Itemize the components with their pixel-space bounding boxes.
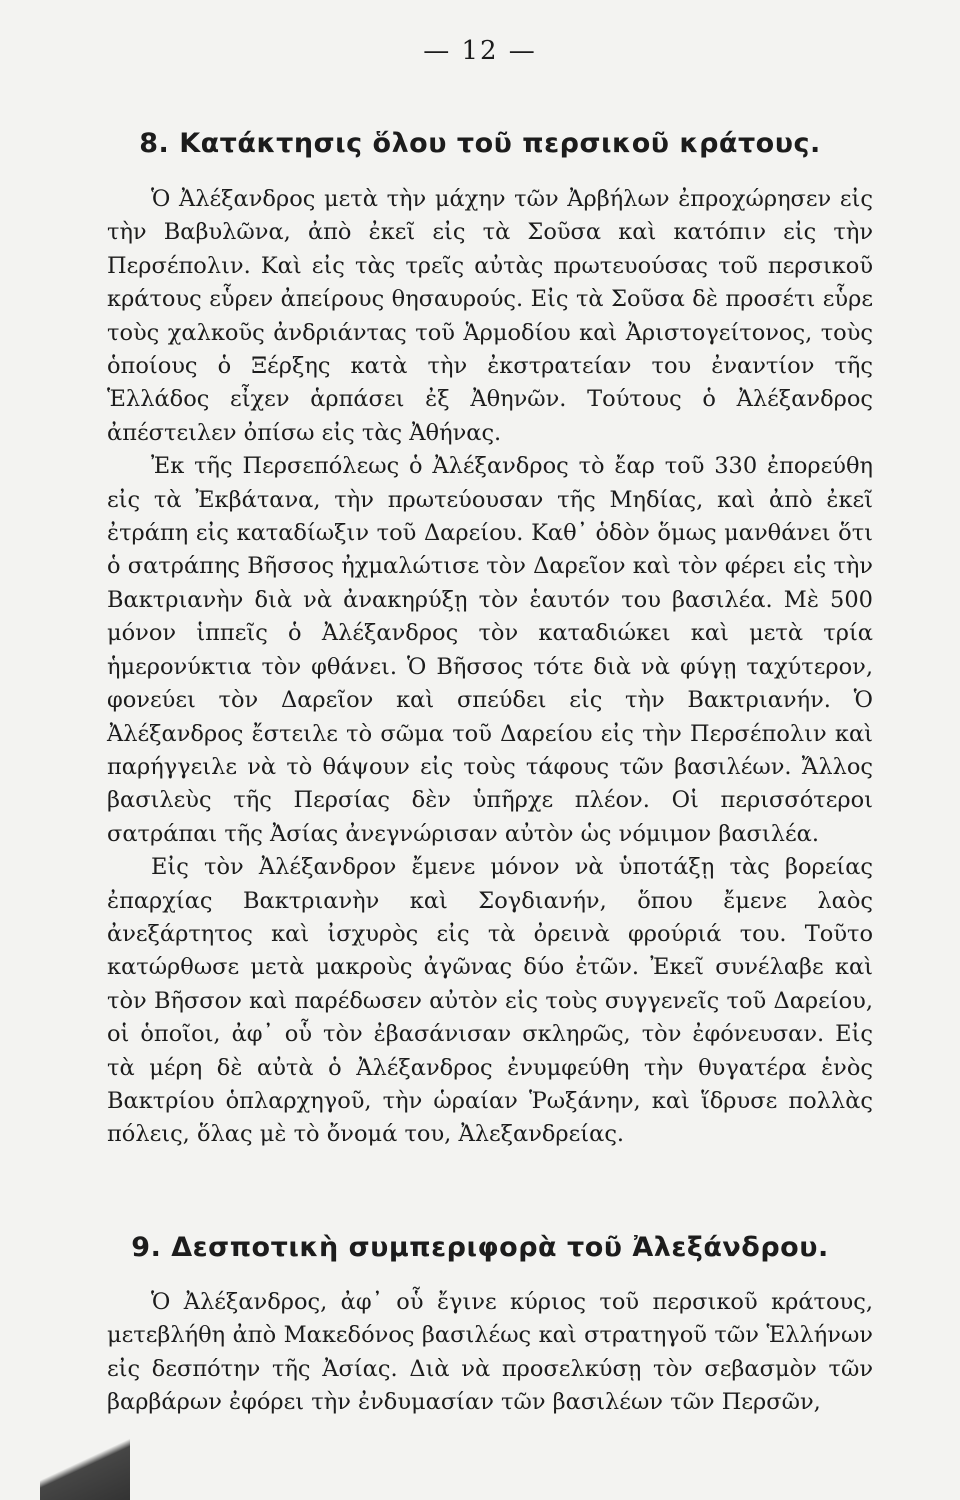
section-8-paragraph-1: Ὁ Ἀλέξανδρος μετὰ τὴν μάχην τῶν Ἀρβήλων ἐπροχώρησεν εἰς τὴν Βαβυλῶνα, ἀπὸ ἐκεῖ εἰς τὰ Σοῦσα καὶ κατόπιν εἰς τὴν Περσέπολιν. Καὶ εἰς τὰς τρεῖς αὐτὰς πρωτευούσας τοῦ περσικοῦ κράτους εὗρεν ἀπείρους θησαυρούς. Εἰς τὰ Σοῦσα δὲ προσέτι εὗρε τοὺς χαλκοῦς ἀνδριάντας τοῦ Ἁρμοδίου καὶ Ἀριστογείτονος, τοὺς ὁποίους ὁ Ξέρξης κατὰ τὴν ἐκστρατείαν του ἐναντίον τῆς Ἑλλάδος εἶχεν ἁρπάσει ἐξ Ἀθηνῶν. Τούτους ὁ Ἀλέξανδρος ἀπέστειλεν ὀπίσω εἰς τὰς Ἀθήνας.	[107, 186, 873, 446]
scan-shadow	[40, 1430, 130, 1500]
section-8-body	[107, 183, 873, 1152]
section-9-body	[107, 1286, 873, 1420]
section-8-heading: 8. Κατάκτησις ὅλου τοῦ περσικοῦ κράτους.	[139, 128, 821, 159]
section-8-paragraph-2: Ἐκ τῆς Περσεπόλεως ὁ Ἀλέξανδρος τὸ ἔαρ τοῦ 330 ἐπορεύθη εἰς τὰ Ἐκβάτανα, τὴν πρωτεύουσαν τῆς Μηδίας, καὶ ἀπὸ ἐκεῖ ἐτράπη εἰς καταδίωξιν τοῦ Δαρείου. Καθ᾽ ὁδὸν ὅμως μανθάνει ὅτι ὁ σατράπης Βῆσσος ἠχμαλώτισε τὸν Δαρεῖον καὶ τὸν φέρει εἰς τὴν Βακτριανὴν διὰ νὰ ἀνακηρύξῃ τὸν ἑαυτόν του βασιλέα. Μὲ 500 μόνον ἱππεῖς ὁ Ἀλέξανδρος τὸν καταδιώκει καὶ μετὰ τρία ἡμερονύκτια τὸν φθάνει. Ὁ Βῆσσος τότε διὰ νὰ φύγῃ ταχύτερον, φονεύει τὸν Δαρεῖον καὶ σπεύδει εἰς τὴν Βακτριανήν. Ὁ Ἀλέξανδρος ἔστειλε τὸ σῶμα τοῦ Δαρείου εἰς τὴν Περσέπολιν καὶ παρήγγειλε νὰ τὸ θάψουν εἰς τοὺς τάφους τῶν βασιλέων. Ἄλλος βασιλεὺς τῆς Περσίας δὲν ὑπῆρχε πλέον. Οἱ περισσότεροι σατράπαι τῆς Ἀσίας ἀνεγνώρισαν αὐτὸν ὡς νόμιμον βασιλέα.	[107, 453, 873, 847]
section-9-heading: 9. Δεσποτικὴ συμπεριφορὰ τοῦ Ἀλεξάνδρου.	[131, 1232, 829, 1263]
section-8-paragraph-3: Εἰς τὸν Ἀλέξανδρον ἔμενε μόνον νὰ ὑποτάξῃ τὰς βορείας ἐπαρχίας Βακτριανὴν καὶ Σογδιανήν, ὅπου ἔμενε λαὸς ἀνεξάρτητος καὶ ἰσχυρὸς εἰς τὰ ὀρεινὰ φρούριά του. Τοῦτο κατώρθωσε μετὰ μακροὺς ἀγῶνας δύο ἐτῶν. Ἐκεῖ συνέλαβε καὶ τὸν Βῆσσον καὶ παρέδωσεν αὐτὸν εἰς τοὺς συγγενεῖς τοῦ Δαρείου, οἱ ὁποῖοι, ἀφ᾽ οὗ τὸν ἐβασάνισαν σκληρῶς, τὸν ἐφόνευσαν. Εἰς τὰ μέρη δὲ αὐτὰ ὁ Ἀλέξανδρος ἐνυμφεύθη τὴν θυγατέρα ἑνὸς Βακτρίου ὁπλαρχηγοῦ, τὴν ὡραίαν Ῥωξάνην, καὶ ἵδρυσε πολλὰς πόλεις, ὅλας μὲ τὸ ὄνομά του, Ἀλεξανδρείας.	[107, 854, 873, 1148]
section-9-paragraph-1: Ὁ Ἀλέξανδρος, ἀφ᾽ οὗ ἔγινε κύριος τοῦ περσικοῦ κράτους, μετεβλήθη ἀπὸ Μακεδόνος βασιλέως καὶ στρατηγοῦ τῶν Ἑλλήνων εἰς δεσπότην τῆς Ἀσίας. Διὰ νὰ προσελκύσῃ τὸν σεβασμὸν τῶν βαρβάρων ἐφόρει τὴν ἐνδυμασίαν τῶν βασιλέων τῶν Περσῶν,	[107, 1289, 873, 1416]
page-number: — 12 —	[423, 36, 537, 66]
